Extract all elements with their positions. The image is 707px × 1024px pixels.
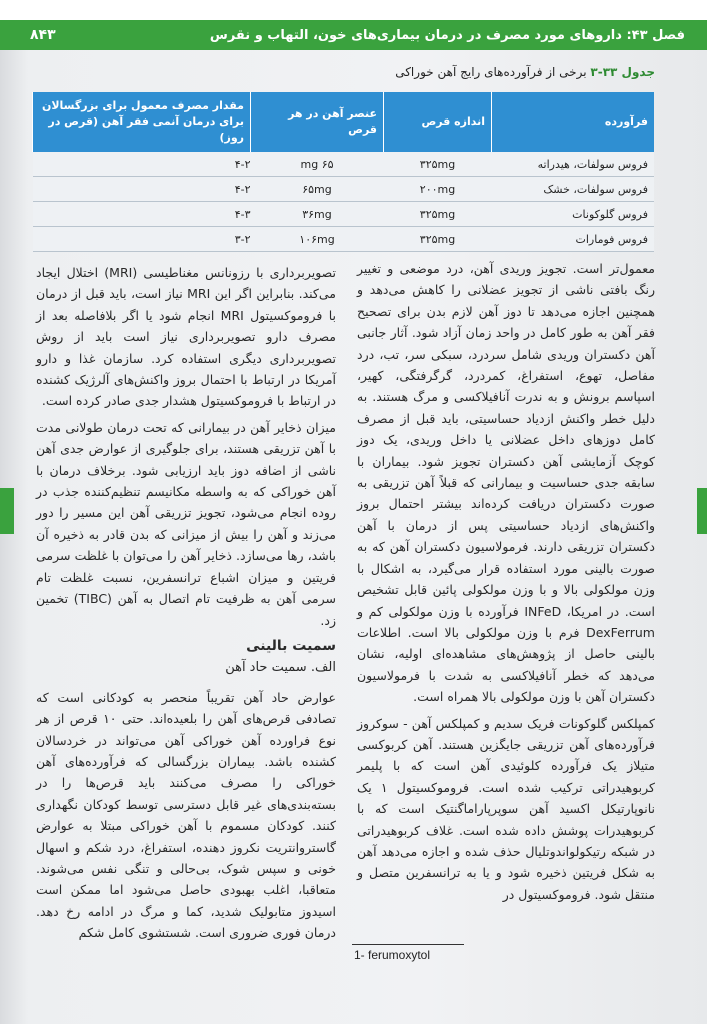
paragraph: کمپلکس گلوکونات فریک سدیم و کمپلکس آهن - سوکروز فرآورده‌های آهن تزریقی جایگزین هستند. آهن کربوکسی متیلاز یک فرآورده کلوئیدی آهن است که با پلیمر کربوهیدراتی ترکیب شده است. فروموکسیتول ۱ یک نانوپارتیکل اکسید آهن سوپرپاراماگنتیک است که با کربوهیدرات پوشش داده شده است. غلاف کربوهیدراتی در شبکه رتیکولواندوتلیال حذف شده و اجازه می‌دهد آهن به شکل فریتین ذخیره شود و یا به ترانسفرین متصل و منتقل شود. فروموکسیتول در [357,715,656,902]
cell-dose: ۴-۲ [33,177,251,202]
paragraph: عوارض حاد آهن تقریباً منحصر به کودکانی است که تصادفی قرص‌های آهن را بلعیده‌اند. حتی ۱۰ قرص از هر نوع فراورده آهن خوراکی آهن می‌تواند در خردسالان کشنده باشد. بیماران بزرگسالی که فرآورده‌های آهن خوراکی را مصرف می‌کنند باید قرص‌ها را در بسته‌بندی‌های غیر قابل دسترسی توسط کودکان نگهداری کنند. کودکان مسموم با آهن خوراکی مبتلا به عوارض گاستروانتریت نکروز دهنده، استفراغ، درد شکم و اسهال خونی و سپس شوک، بی‌حالی و تنگی نفس می‌شوند. متعاقبا، اغلب بهبودی حاصل می‌شود اما ممکن است اسیدوز متابولیک شدید، کما و مرگ در ادامه رخ دهد. درمان فوری ضروری است. شستشوی کامل شکم [36,689,337,941]
cell-tablet-size: ۳۲۵mg [384,152,492,177]
header-tablet-size: اندازه قرص [384,92,492,152]
cell-product: فروس سولفات، خشک [492,177,655,202]
left-text-column [36,262,336,949]
page-number: ۸۴۳ [30,27,56,43]
cell-dose: ۴-۲ [33,152,251,177]
subsection-title: الف. سمیت حاد آهن [225,660,336,676]
table-caption-number: جدول ۳۳-۳ [590,65,655,79]
cell-iron: ۶۵mg [251,177,384,202]
cell-dose: ۳-۲ [33,227,251,252]
header-product: فرآورده [492,92,655,152]
page-top-margin [0,0,707,20]
cell-product: فروس سولفات، هیدراته [492,152,655,177]
paragraph: میزان ذخایر آهن در بیمارانی که تحت درمان طولانی مدت با آهن تزریقی هستند، برای جلوگیری از عوارض جدی آهن ناشی از اضافه دوز باید ارزیابی شود. برخلاف درمان با آهن خوراکی که به واسطه مکانیسم تنظیم‌کننده جذب در روده انجام می‌شود، تجویز تزریقی آهن این مسیر را دور می‌زند و آهن را بیش از میزانی که بدن قادر به ذخیره آن باشد، رها می‌سازد. ذخایر آهن را می‌توان با غلظت سرمی فریتین و میزان اشباع ترانسفرین، نسبت غلظت تام سرمی آهن به ظرفیت تام اتصال به آهن (TIBC) تخمین زد. [36,419,337,628]
iron-preparations-table [32,92,654,252]
table-row [33,152,655,177]
cell-tablet-size: ۳۲۵mg [384,202,492,227]
cell-iron: ۶۵ mg [251,152,384,177]
side-thumb-tab-left [0,488,14,534]
table-row [33,177,655,202]
chapter-header-band [0,20,707,50]
cell-iron: ۱۰۶mg [251,227,384,252]
side-thumb-tab-right [697,488,707,534]
paragraph: معمول‌تر است. تجویز وریدی آهن، درد موضعی و تغییر رنگ بافتی ناشی از تجویز عضلانی را کاهش می‌دهد و همچنین اجازه می‌دهد تا دوز آهن لازم بدن برای تصحیح فقر آهن به طور کامل در واحد زمان آزاد شود. آثار جانبی آهن دکستران وریدی شامل سردرد، سبکی سر، تب، درد مفاصل، تهوع، استفراغ، کمردرد، گرگرفتگی، کهیر، اسپاسم برونش و به ندرت آنافیلاکسی و مرگ هستند. به دلیل خطر واکنش ازدیاد حساسیتی، باید قبل از مصرف کامل دوزهای داخل عضلانی یا داخل وریدی، یک دوز کوچک آزمایشی آهن دکستران تجویز شود. بیماران با سابقه جدی حساسیت و بیمارانی که قبلاً آهن تزریقی به صورت دکستران دریافت کرده‌اند بیشتر احتمال بروز واکنش‌های ازدیاد حساسیتی پس از درمان با آهن دکستران تزریقی دارند. فرمولاسیون دکستران آهن که به صورت بالینی مورد استفاده قرار می‌گیرد، به اشکال با وزن مولکولی بالا و با وزن مولکولی پائین قابل تشخیص است. در امریکا، INFeD فرآورده با وزن مولکولی کم و DexFerrum فرم با وزن مولکولی بالا است. اطلاعات بالینی حاصل از پژوهش‌های مشاهده‌ای اولیه، نشان می‌دهد که خطر آنافیلاکسی به شدت با فرمولاسیون دکستران آهن با وزن مولکولی بالا همراه است. [357,261,655,705]
table-row [33,227,655,252]
header-adult-dose: مقدار مصرف معمول برای بزرگسالان برای درمان آنمی فقر آهن (قرص در روز) [33,92,251,152]
table-row [33,202,655,227]
cell-iron: ۳۶mg [251,202,384,227]
right-text-column [357,258,655,910]
cell-tablet-size: ۳۲۵mg [384,227,492,252]
paragraph: تصویربرداری با رزونانس مغناطیسی (MRI) اختلال ایجاد می‌کند. بنابراین اگر این MRI نیاز است، باید قبل از درمان با فروموکسیتول MRI انجام شود یا اگر بلافاصله بعد از مصرف دارو تصویربرداری نیاز است باید از روش تصویربرداری دیگری استفاده کرد. سازمان غذا و دارو آمریکا در ارتباط با احتمال بروز واکنش‌های آلرژیک کشنده در ارتباط با فروموکسیتول هشدار جدی صادر کرده است. [36,265,337,409]
header-iron-per-tablet: عنصر آهن در هر قرص [251,92,384,152]
footnote-divider [352,944,464,945]
table-caption [95,65,655,79]
cell-product: فروس فومارات [492,227,655,252]
table-header-row [33,92,655,152]
chapter-title: فصل ۴۳: داروهای مورد مصرف در درمان بیماری‌های خون، التهاب و نقرس [209,27,685,43]
cell-dose: ۴-۳ [33,202,251,227]
footnote: 1- ferumoxytol [354,948,431,962]
cell-product: فروس گلوکونات [492,202,655,227]
table-caption-text: برخی از فرآورده‌های رایج آهن خوراکی [395,65,587,79]
section-title: سمیت بالینی [246,637,336,654]
cell-tablet-size: ۲۰۰mg [384,177,492,202]
